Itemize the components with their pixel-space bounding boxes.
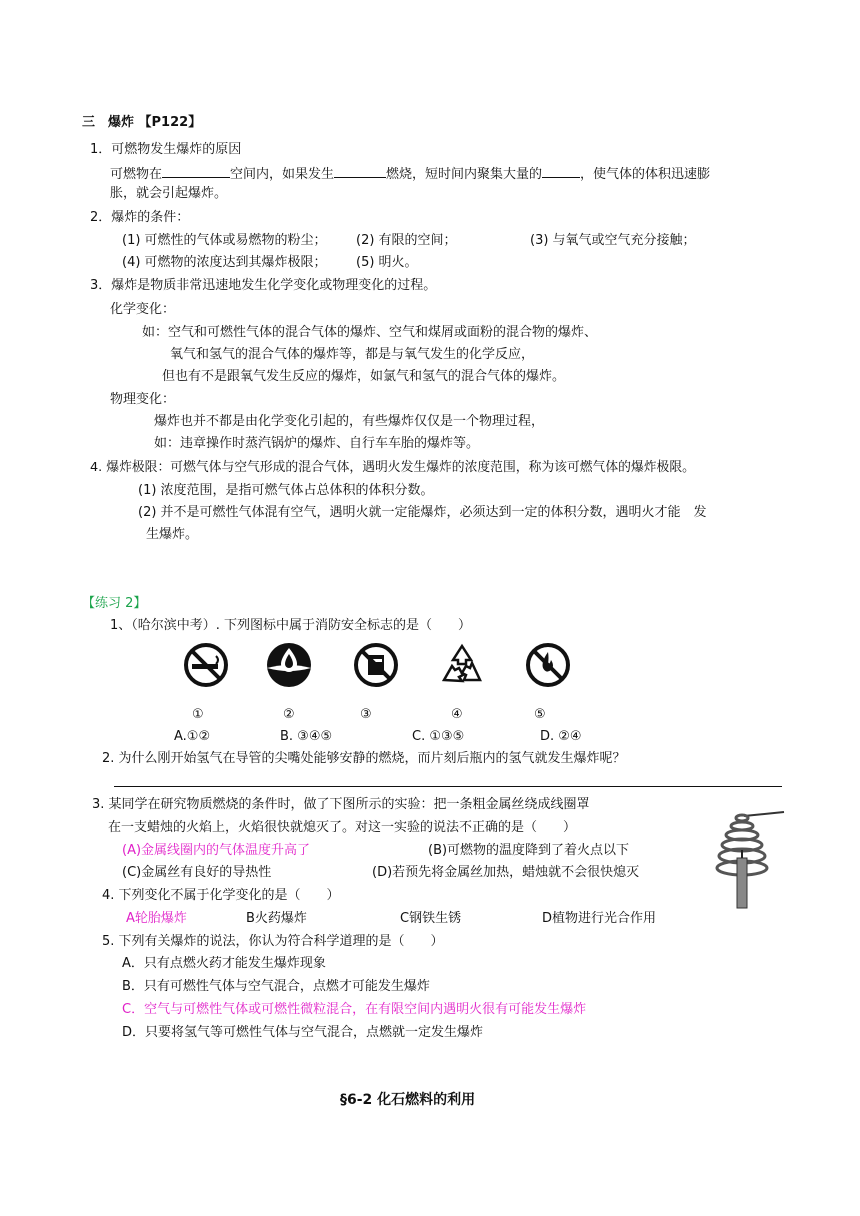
condition-1: (1) 可燃性的气体或易燃物的粉尘； [122, 233, 327, 248]
section-heading: 三 爆炸 【P122】 [82, 115, 202, 130]
condition-2: (2) 有限的空间； [356, 233, 457, 248]
blank-1 [162, 164, 230, 178]
icon-number: ③ [360, 707, 372, 722]
no-fire-barrel-icon [350, 642, 402, 688]
phys-label: 物理变化： [110, 392, 176, 407]
question-3-line-1: 3. 某同学在研究物质燃烧的条件时，做了下图所示的实验：把一条粗金属丝绕成线圈罩 [92, 797, 590, 812]
condition-3: (3) 与氧气或空气充分接触； [530, 233, 696, 248]
condition-4: (4) 可燃物的浓度达到其爆炸极限； [122, 255, 327, 270]
point-1-text: 可燃物在 空间内，如果发生 燃烧，短时间内聚集大量的 ，使气体的体积迅速膨 [110, 164, 710, 183]
q4-option-d: D植物进行光合作用 [542, 911, 657, 926]
q5-option-c: C．空气与可燃性气体或可燃性微粒混合，在有限空间内遇明火很有可能发生爆炸 [122, 1002, 587, 1017]
chem-label: 化学变化： [110, 302, 176, 317]
blank-2 [334, 164, 386, 178]
chem-line-1: 如：空气和可燃性气体的混合气体的爆炸、空气和煤屑或面粉的混合物的爆炸、 [142, 325, 598, 340]
q5-option-d: D．只要将氢气等可燃性气体与空气混合，点燃就一定发生爆炸 [122, 1025, 484, 1040]
answer-line [114, 786, 782, 787]
coil-candle-illustration [704, 806, 788, 916]
option-a: A.①② [174, 729, 211, 744]
point-3-title: 3．爆炸是物质非常迅速地发生化学变化或物理变化的过程。 [90, 278, 437, 293]
question-5: 5. 下列有关爆炸的说法，你认为符合科学道理的是（ ） [102, 934, 444, 949]
phys-line-1: 爆炸也并不都是由化学变化引起的，有些爆炸仅仅是一个物理过程， [154, 414, 545, 429]
option-c: C. ①③⑤ [412, 729, 465, 744]
icon-number: ⑤ [534, 707, 546, 722]
chem-line-3: 但也有不是跟氧气发生反应的爆炸，如氯气和氢气的混合气体的爆炸。 [162, 369, 566, 384]
exercise-label: 【练习 2】 [82, 596, 147, 611]
condition-5: (5) 明火。 [356, 255, 418, 270]
question-1: 1、（哈尔滨中考）. 下列图标中属于消防安全标志的是（ ） [110, 618, 472, 633]
q5-option-a: A．只有点燃火药才能发生爆炸现象 [122, 956, 326, 971]
q5-option-b: B．只有可燃性气体与空气混合，点燃才可能发生爆炸 [122, 979, 430, 994]
icon-number: ④ [451, 707, 463, 722]
no-flame-icon [522, 642, 574, 688]
point-2-title: 2．爆炸的条件： [90, 210, 190, 225]
question-3-line-2: 在一支蜡烛的火焰上，火焰很快就熄灭了。对这一实验的说法不正确的是（ ） [108, 820, 577, 835]
point-4-title: 4. 爆炸极限：可燃气体与空气形成的混合气体，遇明火发生爆炸的浓度范围，称为该可燃气体的爆炸极限。 [90, 460, 695, 475]
phys-line-2: 如：违章操作时蒸汽锅炉的爆炸、自行车车胎的爆炸等。 [154, 436, 480, 451]
option-d: D. ②④ [540, 729, 582, 744]
q3-option-a: (A)金属线圈内的气体温度升高了 [122, 843, 311, 858]
point-4-line-3: 生爆炸。 [146, 527, 199, 542]
point-4-line-1: (1) 浓度范围，是指可燃气体占总体积的体积分数。 [138, 483, 434, 498]
water-drop-icon [263, 642, 315, 688]
q3-option-d: (D)若预先将金属丝加热，蜡烛就不会很快熄灭 [372, 865, 640, 880]
recycle-icon [436, 642, 488, 688]
question-4: 4. 下列变化不属于化学变化的是（ ） [102, 888, 340, 903]
point-1-text-cont: 胀，就会引起爆炸。 [110, 186, 228, 201]
icon-number: ① [192, 707, 204, 722]
q4-option-c: C钢铁生锈 [400, 911, 462, 926]
option-b: B. ③④⑤ [280, 729, 333, 744]
q3-option-c: (C)金属丝有良好的导热性 [122, 865, 272, 880]
point-1-title: 1．可燃物发生爆炸的原因 [90, 142, 242, 157]
icon-number: ② [283, 707, 295, 722]
q3-option-b: (B)可燃物的温度降到了着火点以下 [428, 843, 630, 858]
blank-3 [542, 164, 580, 178]
no-smoking-icon [180, 642, 232, 688]
q4-option-b: B火药爆炸 [246, 911, 307, 926]
chem-line-2: 氧气和氢气的混合气体的爆炸等，都是与氧气发生的化学反应， [170, 347, 535, 362]
point-4-line-2: (2) 并不是可燃性气体混有空气，遇明火就一定能爆炸，必须达到一定的体积分数，遇明火才能 发 [138, 505, 707, 520]
q4-option-a: A轮胎爆炸 [126, 911, 187, 926]
next-section-title: §6-2 化石燃料的利用 [340, 1092, 476, 1108]
question-2: 2. 为什么刚开始氢气在导管的尖嘴处能够安静的燃烧，而片刻后瓶内的氢气就发生爆炸呢？ [102, 751, 626, 766]
